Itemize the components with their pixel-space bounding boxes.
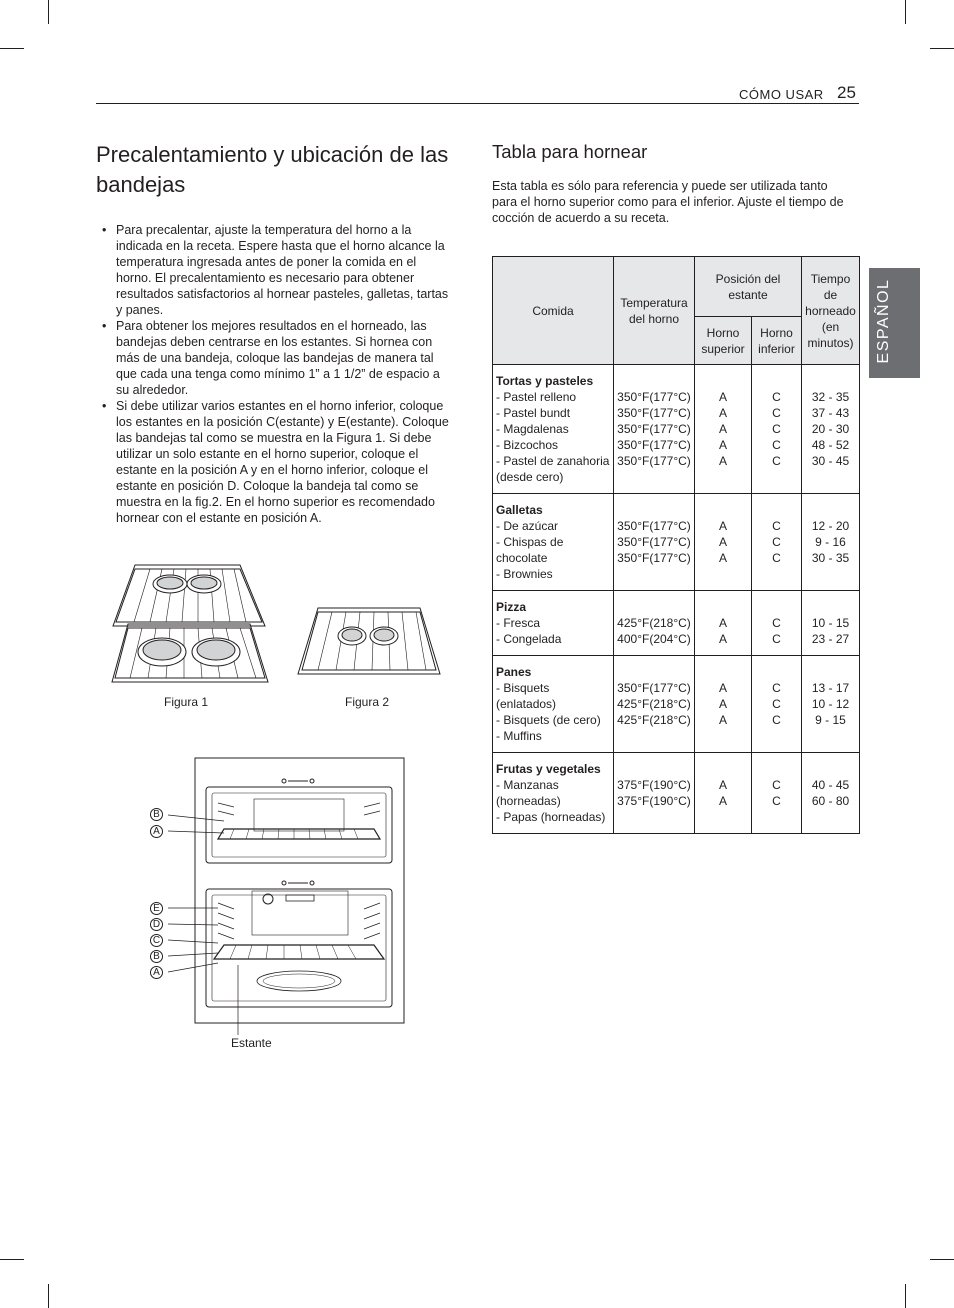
spacer (617, 761, 691, 777)
food-cell (493, 753, 614, 834)
crop-mark (905, 1284, 906, 1308)
temp-cell (614, 753, 695, 834)
col-time-header: Tiempo de horneado (en minutos) (802, 257, 860, 365)
food-cell (493, 494, 614, 591)
spacer (755, 502, 798, 518)
food-cell (493, 656, 614, 753)
lower-value: C (772, 681, 781, 695)
time-value: 20 - 30 (811, 422, 850, 436)
spacer (698, 502, 748, 518)
time-value: 12 - 20 (811, 519, 850, 533)
upper-value: A (718, 438, 727, 452)
spacer (755, 761, 798, 777)
food-item: - Fresca (496, 616, 541, 630)
time-value: 10 - 15 (811, 616, 850, 630)
food-cell (493, 591, 614, 656)
time-value: 10 - 12 (811, 697, 850, 711)
upper-value: A (718, 778, 727, 792)
rack-caption: Estante (231, 1036, 272, 1050)
lower-value: C (772, 713, 781, 727)
food-item: - Bisquets (enlatados) (496, 681, 557, 711)
time-value: 13 - 17 (811, 681, 850, 695)
temp-value: 350°F(177°C) (617, 390, 691, 404)
upper-cell (695, 753, 752, 834)
rack-letter-a: A (150, 825, 163, 838)
temp-value: 400°F(204°C) (617, 632, 691, 646)
spacer (698, 599, 748, 615)
upper-cell (695, 656, 752, 753)
food-item: - De azúcar (496, 519, 559, 533)
language-tab-label: ESPAÑOL (875, 278, 892, 364)
temp-value: 425°F(218°C) (617, 713, 691, 727)
figure-1-illustration (110, 562, 270, 688)
crop-mark (0, 48, 24, 49)
time-value: 37 - 43 (811, 406, 850, 420)
time-value: 9 - 16 (815, 535, 846, 549)
spacer (755, 373, 798, 389)
spacer (698, 664, 748, 680)
temp-value: 425°F(218°C) (617, 697, 691, 711)
list-item: • Si debe utilizar varios estantes en el horno inferior, coloque los estantes en la posición C(estante) y E(estante). Coloque las bandejas tal como se muestra en la Figura 1. Si debe utilizar un solo estante en el horno superior, coloque el estante en la posición A y en el horno inferior, coloque el estante en posición D. Coloque la bandeja tal como se muestra en la fig.2. En el horno superior es recomendado hornear con el estante en posición A. (104, 398, 454, 526)
figure-2-illustration (296, 606, 442, 678)
table-row (493, 656, 860, 753)
food-item: - Pastel de zanahoria (desde cero) (496, 454, 610, 484)
figure-1-caption: Figura 1 (164, 695, 209, 709)
lower-value: C (772, 616, 781, 630)
rack-letter-b: B (150, 808, 163, 821)
temp-cell (614, 494, 695, 591)
language-tab (869, 268, 920, 378)
upper-value: A (718, 551, 727, 565)
col-food-header: Comida (493, 257, 614, 365)
rack-letter-c: C (150, 934, 163, 947)
temp-value: 350°F(177°C) (617, 422, 691, 436)
figure-2-caption: Figura 2 (345, 695, 390, 709)
upper-cell (695, 591, 752, 656)
spacer (755, 599, 798, 615)
food-group-title: Galletas (496, 503, 543, 517)
upper-rack-letters (150, 808, 163, 838)
lower-value: C (772, 778, 781, 792)
rack-letter-a: A (150, 966, 163, 979)
food-item: - Bisquets (de cero) (496, 713, 601, 727)
spacer (617, 664, 691, 680)
food-item: - Brownies (496, 567, 553, 581)
spacer (617, 373, 691, 389)
crop-mark (930, 1259, 954, 1260)
temp-value: 350°F(177°C) (617, 519, 691, 533)
upper-value: A (718, 632, 727, 646)
lower-value: C (772, 697, 781, 711)
crop-mark (930, 48, 954, 49)
food-item: - Papas (horneadas) (496, 810, 606, 824)
lower-cell (752, 753, 802, 834)
rack-letter-d: D (150, 918, 163, 931)
spacer (698, 373, 748, 389)
temp-value: 350°F(177°C) (617, 438, 691, 452)
table-row (493, 591, 860, 656)
upper-value: A (718, 713, 727, 727)
time-cell (802, 494, 860, 591)
food-item: - Chispas de chocolate (496, 535, 564, 565)
spacer (805, 761, 856, 777)
time-cell (802, 656, 860, 753)
food-group-title: Tortas y pasteles (496, 374, 594, 388)
lower-value: C (772, 519, 781, 533)
section-title: Precalentamiento y ubicación de las bandejas (96, 142, 449, 197)
time-value: 23 - 27 (811, 632, 850, 646)
temp-value: 350°F(177°C) (617, 551, 691, 565)
food-item: - Pastel bundt (496, 406, 571, 420)
baking-table (492, 256, 860, 834)
temp-cell (614, 591, 695, 656)
upper-value: A (718, 406, 727, 420)
food-item: - Congelada (496, 632, 562, 646)
upper-cell (695, 365, 752, 494)
header-rule (96, 103, 859, 104)
time-value: 9 - 15 (815, 713, 846, 727)
upper-value: A (718, 697, 727, 711)
lower-value: C (772, 454, 781, 468)
lower-cell (752, 591, 802, 656)
time-cell (802, 591, 860, 656)
double-oven-diagram (194, 757, 406, 1025)
table-row (493, 494, 860, 591)
section-name: CÓMO USAR (739, 87, 824, 102)
col-upper-header: Horno superior (695, 317, 752, 365)
lower-cell (752, 494, 802, 591)
lower-rack-letters (150, 902, 163, 979)
rack-letter-e: E (150, 902, 163, 915)
upper-value: A (718, 616, 727, 630)
temp-cell (614, 365, 695, 494)
col-position-header: Posición del estante (695, 257, 802, 317)
time-cell (802, 365, 860, 494)
time-value: 30 - 35 (811, 551, 850, 565)
lower-cell (752, 365, 802, 494)
temp-value: 350°F(177°C) (617, 406, 691, 420)
spacer (698, 761, 748, 777)
temp-value: 350°F(177°C) (617, 454, 691, 468)
temp-value: 375°F(190°C) (617, 794, 691, 808)
crop-mark (48, 0, 49, 24)
upper-value: A (718, 454, 727, 468)
food-item: - Muffins (496, 729, 542, 743)
time-cell (802, 753, 860, 834)
time-value: 48 - 52 (811, 438, 850, 452)
food-item: - Bizcochos (496, 438, 559, 452)
col-temp-header: Temperatura del horno (614, 257, 695, 365)
lower-value: C (772, 390, 781, 404)
spacer (805, 373, 856, 389)
temp-value: 350°F(177°C) (617, 535, 691, 549)
spacer (755, 664, 798, 680)
spacer (617, 599, 691, 615)
upper-value: A (718, 519, 727, 533)
upper-value: A (718, 390, 727, 404)
page-number: 25 (837, 83, 856, 102)
spacer (805, 599, 856, 615)
col-lower-header: Horno inferior (752, 317, 802, 365)
table-row (493, 365, 860, 494)
lower-value: C (772, 535, 781, 549)
temp-value: 375°F(190°C) (617, 778, 691, 792)
lower-value: C (772, 632, 781, 646)
upper-value: A (718, 535, 727, 549)
time-value: 40 - 45 (811, 778, 850, 792)
crop-mark (905, 0, 906, 24)
food-group-title: Panes (496, 665, 532, 679)
time-value: 60 - 80 (811, 794, 850, 808)
lower-value: C (772, 406, 781, 420)
crop-mark (0, 1259, 24, 1260)
food-item: - Manzanas (horneadas) (496, 778, 561, 808)
food-item: - Magdalenas (496, 422, 569, 436)
food-cell (493, 365, 614, 494)
upper-value: A (718, 681, 727, 695)
table-body (493, 365, 860, 834)
lower-value: C (772, 551, 781, 565)
time-value: 32 - 35 (811, 390, 850, 404)
food-item: - Pastel relleno (496, 390, 577, 404)
rack-letter-b: B (150, 950, 163, 963)
crop-mark (48, 1284, 49, 1308)
temp-value: 350°F(177°C) (617, 681, 691, 695)
list-item: • Para obtener los mejores resultados en el horneado, las bandejas deben centrarse en los estantes. Si hornea con más de una bandeja, coloque las bandejas de manera tal que cada una tenga como mínimo 1” a 1 1/2” de espacio a su alrededor. (104, 318, 454, 398)
temp-cell (614, 656, 695, 753)
lower-value: C (772, 422, 781, 436)
spacer (805, 502, 856, 518)
food-group-title: Pizza (496, 600, 527, 614)
table-intro: Esta tabla es sólo para referencia y puede ser utilizada tanto para el horno superior como para el inferior. Ajuste el tiempo de cocción de acuerdo a su receta. (492, 179, 844, 225)
lower-value: C (772, 438, 781, 452)
table-section-title: Tabla para hornear (492, 141, 648, 162)
upper-cell (695, 494, 752, 591)
food-group-title: Frutas y vegetales (496, 762, 601, 776)
list-item: • Para precalentar, ajuste la temperatura del horno a la indicada en la receta. Espere hasta que el horno alcance la temperatura ingresada antes de poner la comida en el horno. El precalentamiento es necesario para obtener resultados satisfactorios al hornear pasteles, galletas, tartas y panes. (104, 222, 454, 318)
time-value: 30 - 45 (811, 454, 850, 468)
table-row (493, 753, 860, 834)
lower-cell (752, 656, 802, 753)
temp-value: 425°F(218°C) (617, 616, 691, 630)
upper-value: A (718, 794, 727, 808)
spacer (617, 502, 691, 518)
instruction-list (104, 222, 454, 526)
spacer (805, 664, 856, 680)
lower-value: C (772, 794, 781, 808)
upper-value: A (718, 422, 727, 436)
